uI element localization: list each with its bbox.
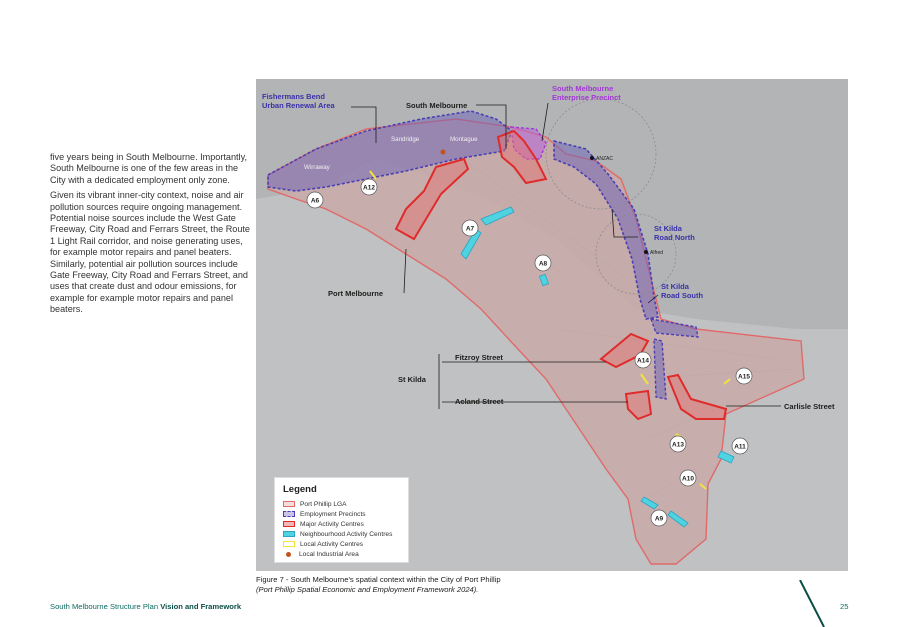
legend-label: Neighbourhood Activity Centres <box>300 530 393 538</box>
svg-text:A10: A10 <box>682 475 694 483</box>
callout-skrs-2: Road South <box>661 291 704 300</box>
legend-label: Port Phillip LGA <box>300 500 347 508</box>
callout-skrn-2: Road North <box>654 233 695 242</box>
body-paragraph: five years being in South Melbourne. Importantly, South Melbourne is one of the few areas in the City with a dedicated employment only zone. <box>50 152 247 185</box>
industrial-area-dot <box>441 150 446 155</box>
callout-skrn-1: St Kilda <box>654 224 682 233</box>
legend-item-lga <box>283 499 400 509</box>
callout-fishermans-bend-1: Fishermans Bend <box>262 92 325 101</box>
legend-title: Legend <box>283 484 317 495</box>
caption-line-1: Figure 7 - South Melbourne's spatial context within the City of Port Phillip <box>256 575 501 584</box>
legend-swatch-local <box>283 541 295 547</box>
callout-fishermans-bend-2: Urban Renewal Area <box>262 101 335 110</box>
badge-a7 <box>462 220 478 236</box>
body-paragraph: Given its vibrant inner-city context, noise and air pollution sources require ongoing management. Potential noise sources include the West Gate Freeway, City Road and Ferrars Street, the Route 1 Light Rail corridor, and noise generating uses, for example motor repairs and panel beaters. Similarly, potential air pollution sources include Gate Freeway, City Road and Ferrars Street, and uses that create dust and odour emissions, for example for example motor repairs and panel beaters. <box>50 190 250 315</box>
decorative-slash <box>790 580 830 627</box>
svg-text:A6: A6 <box>310 197 320 205</box>
badge-a14 <box>635 352 651 368</box>
badge-a9 <box>651 510 667 526</box>
badge-a15 <box>736 368 752 384</box>
callout-fitzroy-street: Fitzroy Street <box>455 353 503 362</box>
svg-text:A11: A11 <box>734 443 746 451</box>
footer-section: Vision and Framework <box>160 602 242 611</box>
callout-south-melbourne: South Melbourne <box>406 101 468 110</box>
label-wirraway: Wirraway <box>304 164 330 171</box>
page-number: 25 <box>840 602 849 611</box>
callout-st-kilda: St Kilda <box>398 375 426 384</box>
spatial-context-map <box>256 79 848 571</box>
callout-enterprise-2: Enterprise Precinct <box>552 93 621 102</box>
legend-swatch-lga <box>283 501 295 507</box>
footer-doc-title: South Melbourne Structure Plan <box>50 602 159 611</box>
legend-item-local <box>283 539 400 549</box>
callout-enterprise-1: South Melbourne <box>552 84 614 93</box>
label-alfred: Alfred <box>650 250 664 256</box>
alfred-marker <box>644 250 648 254</box>
svg-text:A13: A13 <box>672 441 684 449</box>
legend-item-major <box>283 519 400 529</box>
badge-a8 <box>535 255 551 271</box>
badge-a6 <box>307 192 323 208</box>
legend-item-employment <box>283 509 400 519</box>
svg-text:A7: A7 <box>465 225 475 233</box>
svg-text:A8: A8 <box>538 260 548 268</box>
legend-swatch-employment <box>283 511 295 517</box>
callout-skrs-1: St Kilda <box>661 282 689 291</box>
svg-text:A15: A15 <box>738 373 750 381</box>
legend-swatch-industrial <box>286 552 291 557</box>
callout-carlisle-street: Carlisle Street <box>784 402 835 411</box>
label-montague: Montague <box>450 136 478 143</box>
callout-port-melbourne: Port Melbourne <box>328 289 384 298</box>
svg-text:A14: A14 <box>637 357 649 365</box>
legend-label: Employment Precincts <box>300 510 366 518</box>
legend-item-industrial <box>283 549 400 559</box>
body-text <box>50 152 250 320</box>
legend-label: Local Activity Centres <box>300 540 364 548</box>
map-legend <box>274 477 409 563</box>
badge-a10 <box>680 470 696 486</box>
callout-acland-street: Acland Street <box>455 397 504 406</box>
badge-a12 <box>361 179 377 195</box>
figure-caption <box>256 575 676 594</box>
legend-swatch-neighbourhood <box>283 531 295 537</box>
legend-label: Local Industrial Area <box>299 550 359 558</box>
legend-item-neighbourhood <box>283 529 400 539</box>
caption-line-2: (Port Phillip Spatial Economic and Employment Framework 2024). <box>256 584 479 594</box>
legend-label: Major Activity Centres <box>300 520 364 528</box>
label-sandridge: Sandridge <box>391 136 420 143</box>
legend-swatch-major <box>283 521 295 527</box>
badge-a13 <box>670 436 686 452</box>
label-anzac: ANZAC <box>596 156 613 162</box>
anzac-marker <box>590 156 594 160</box>
svg-text:A12: A12 <box>363 184 375 192</box>
svg-text:A9: A9 <box>654 515 664 523</box>
badge-a11 <box>732 438 748 454</box>
page-footer <box>50 602 241 611</box>
